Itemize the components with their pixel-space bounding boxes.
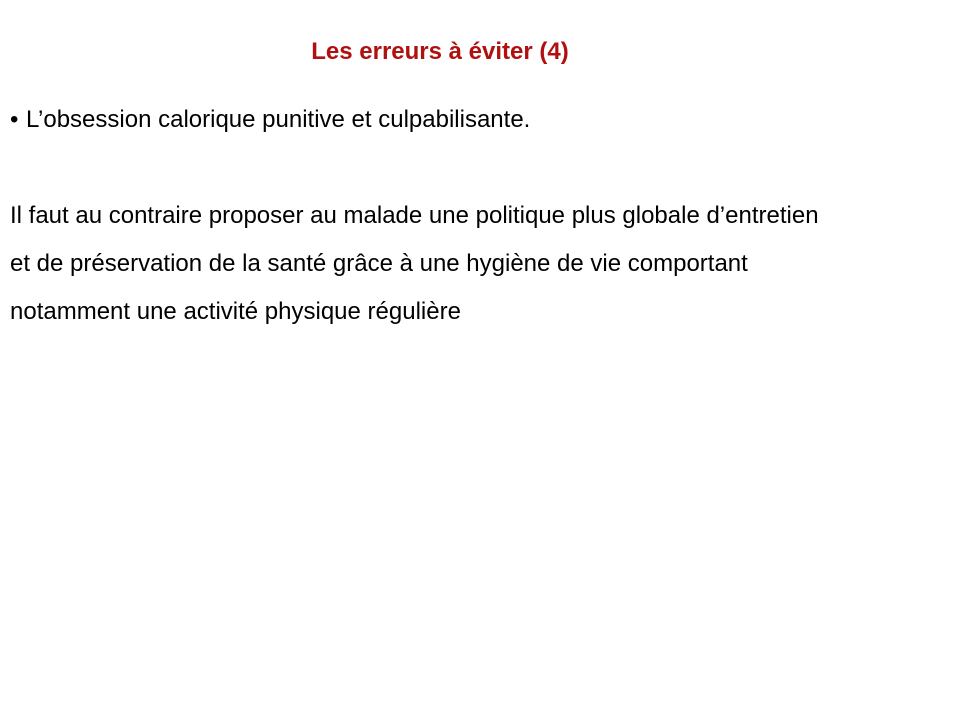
slide-title: Les erreurs à éviter (4) xyxy=(311,38,569,65)
paragraph-line: notamment une activité physique régulière xyxy=(10,298,461,325)
paragraph-line: Il faut au contraire proposer au malade une politique plus globale d’entretien xyxy=(10,202,819,229)
bullet-item xyxy=(10,104,530,136)
bullet-marker: • xyxy=(10,106,19,133)
paragraph-line: et de préservation de la santé grâce à une hygiène de vie comportant xyxy=(10,250,748,277)
bullet-text: L’obsession calorique punitive et culpabilisante. xyxy=(26,106,531,133)
body-paragraph xyxy=(10,200,940,344)
